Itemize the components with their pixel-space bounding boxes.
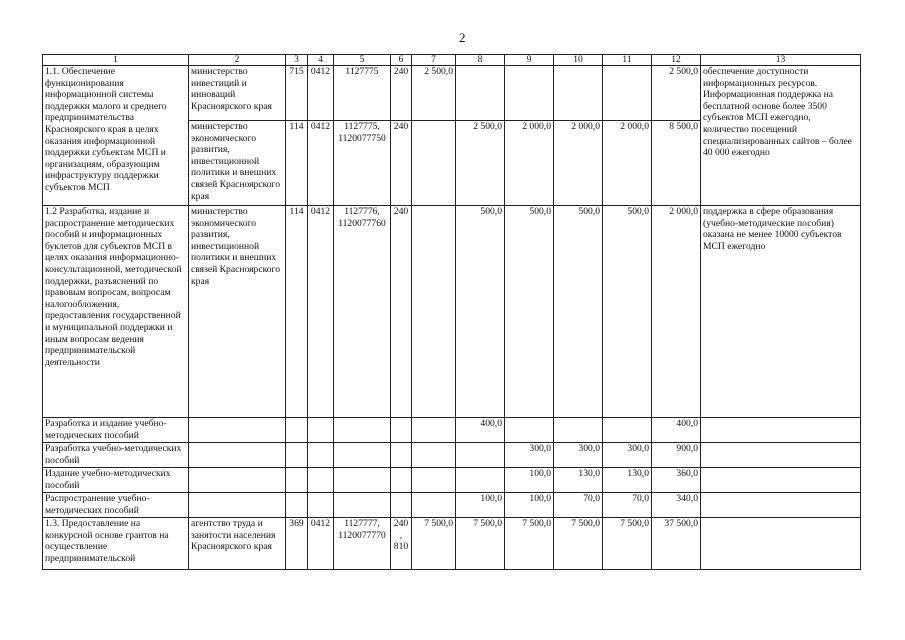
measure-name: 1.1. Обеспечение функционирования информационной системы поддержки малого и среднего предпринимательства Красноярского края в целях оказания информационной поддержки субъектам МСП и организациям, образующим инфраструктуру поддержки субъектов МСП <box>43 66 189 206</box>
cell-amount: 7 500,0 <box>412 518 456 570</box>
cell-expense-line: 240, <box>393 518 409 541</box>
cell-amount <box>554 66 603 121</box>
cell-amount: 2 000,0 <box>554 121 603 206</box>
cell-total: 400,0 <box>652 418 701 443</box>
expected-result <box>701 518 861 570</box>
cell-total: 900,0 <box>652 443 701 468</box>
cell-amount <box>505 66 554 121</box>
cell-section: 0412 <box>308 121 334 206</box>
col-header: 10 <box>554 55 603 66</box>
cell-amount: 2 500,0 <box>456 121 505 206</box>
cell-amount: 300,0 <box>603 443 652 468</box>
col-header: 9 <box>505 55 554 66</box>
cell-amount: 100,0 <box>505 493 554 518</box>
col-header: 2 <box>189 55 286 66</box>
cell-expense-type: 240 <box>391 66 412 121</box>
cell-amount: 500,0 <box>456 206 505 418</box>
cell-grbs: 369 <box>286 518 308 570</box>
col-header: 3 <box>286 55 308 66</box>
cell-amount <box>554 418 603 443</box>
cell-amount: 7 500,0 <box>554 518 603 570</box>
table-row <box>43 418 861 443</box>
col-header: 4 <box>308 55 334 66</box>
cell-amount <box>456 468 505 493</box>
cell-expense-type <box>391 518 412 570</box>
cell-target-line: 1127775, <box>344 121 380 132</box>
table-row <box>43 206 861 418</box>
measure-name: 1.2 Разработка, издание и распространение методических пособий и информационных буклетов для субъектов МСП в целях оказания информационно-консультационной, методической поддержки, разъяснений по правовым вопросам, вопросам налогообложения, предоставления государственной и муниципальной поддержки и иным вопросам ведения предпринимательской деятельности <box>43 206 189 418</box>
measure-name: 1.3. Предоставление на конкурсной основе грантов на осуществление предпринимательской <box>43 518 189 570</box>
cell-target: 1127775 <box>334 66 391 121</box>
cell-amount <box>456 443 505 468</box>
cell-amount: 300,0 <box>505 443 554 468</box>
cell-amount: 300,0 <box>554 443 603 468</box>
col-header: 7 <box>412 55 456 66</box>
cell-amount: 130,0 <box>603 468 652 493</box>
cell-section: 0412 <box>308 518 334 570</box>
cell-target <box>334 518 391 570</box>
cell-amount: 70,0 <box>554 493 603 518</box>
cell-target-line: 1127777, <box>344 518 380 529</box>
cell-grbs: 114 <box>286 206 308 418</box>
cell-target-line: 1120077760 <box>338 217 386 229</box>
page-number: 2 <box>459 30 466 45</box>
cell-expense-type: 240 <box>391 206 412 418</box>
expected-result: поддержка в сфере образования (учебно-методические пособия) оказана не менее 10000 субъектов МСП ежегодно <box>701 206 861 418</box>
agency: министерство экономического развития, инвестиционной политики и внешних связей Красноярского края <box>189 121 286 206</box>
cell-amount: 400,0 <box>456 418 505 443</box>
col-header: 5 <box>334 55 391 66</box>
cell-amount: 130,0 <box>554 468 603 493</box>
cell-target-line: 1127776, <box>344 206 380 217</box>
cell-total: 360,0 <box>652 468 701 493</box>
col-header: 13 <box>701 55 861 66</box>
program-table <box>42 54 861 570</box>
cell-amount: 2 500,0 <box>412 66 456 121</box>
column-number-header-row <box>43 55 861 66</box>
cell-amount: 7 500,0 <box>603 518 652 570</box>
cell-target-line: 1120077750 <box>338 132 386 144</box>
cell-amount: 500,0 <box>505 206 554 418</box>
col-header: 6 <box>391 55 412 66</box>
cell-grbs: 114 <box>286 121 308 206</box>
expected-result: обеспечение доступности информационных ресурсов. Информационная поддержка на бесплатной основе более 3500 субъектов МСП ежегодно, количество посещений специализированных сайтов – более 40 000 ежегодно <box>701 66 861 206</box>
cell-amount: 500,0 <box>554 206 603 418</box>
cell-amount: 100,0 <box>456 493 505 518</box>
cell-amount: 7 500,0 <box>456 518 505 570</box>
cell-expense-line: 810 <box>393 541 409 553</box>
cell-amount <box>603 66 652 121</box>
col-header: 8 <box>456 55 505 66</box>
cell-total: 37 500,0 <box>652 518 701 570</box>
cell-amount <box>603 418 652 443</box>
cell-amount <box>456 66 505 121</box>
cell-amount <box>412 206 456 418</box>
agency: агентство труда и занятости населения Красноярского края <box>189 518 286 570</box>
cell-grbs: 715 <box>286 66 308 121</box>
cell-target-line: 1120077770 <box>338 529 386 541</box>
subitem-name: Распространение учебно-методических пособий <box>43 493 189 518</box>
cell-amount <box>412 121 456 206</box>
col-header: 11 <box>603 55 652 66</box>
cell-amount: 2 000,0 <box>505 121 554 206</box>
cell-amount: 500,0 <box>603 206 652 418</box>
col-header: 1 <box>43 55 189 66</box>
agency: министерство инвестиций и инноваций Красноярского края <box>189 66 286 121</box>
cell-expense-type: 240 <box>391 121 412 206</box>
table-row <box>43 443 861 468</box>
cell-target <box>334 206 391 418</box>
table-row <box>43 66 861 121</box>
cell-target <box>334 121 391 206</box>
table-row <box>43 518 861 570</box>
cell-total: 8 500,0 <box>652 121 701 206</box>
agency: министерство экономического развития, инвестиционной политики и внешних связей Красноярского края <box>189 206 286 418</box>
cell-amount: 2 000,0 <box>603 121 652 206</box>
table-row <box>43 468 861 493</box>
cell-section: 0412 <box>308 66 334 121</box>
subitem-name: Разработка и издание учебно-методических пособий <box>43 418 189 443</box>
cell-amount <box>505 418 554 443</box>
cell-section: 0412 <box>308 206 334 418</box>
cell-amount: 7 500,0 <box>505 518 554 570</box>
col-header: 12 <box>652 55 701 66</box>
table-row <box>43 493 861 518</box>
subitem-name: Разработка учебно-методических пособий <box>43 443 189 468</box>
cell-amount: 100,0 <box>505 468 554 493</box>
cell-total: 2 000,0 <box>652 206 701 418</box>
cell-amount: 70,0 <box>603 493 652 518</box>
cell-total: 2 500,0 <box>652 66 701 121</box>
cell-total: 340,0 <box>652 493 701 518</box>
subitem-name: Издание учебно-методических пособий <box>43 468 189 493</box>
